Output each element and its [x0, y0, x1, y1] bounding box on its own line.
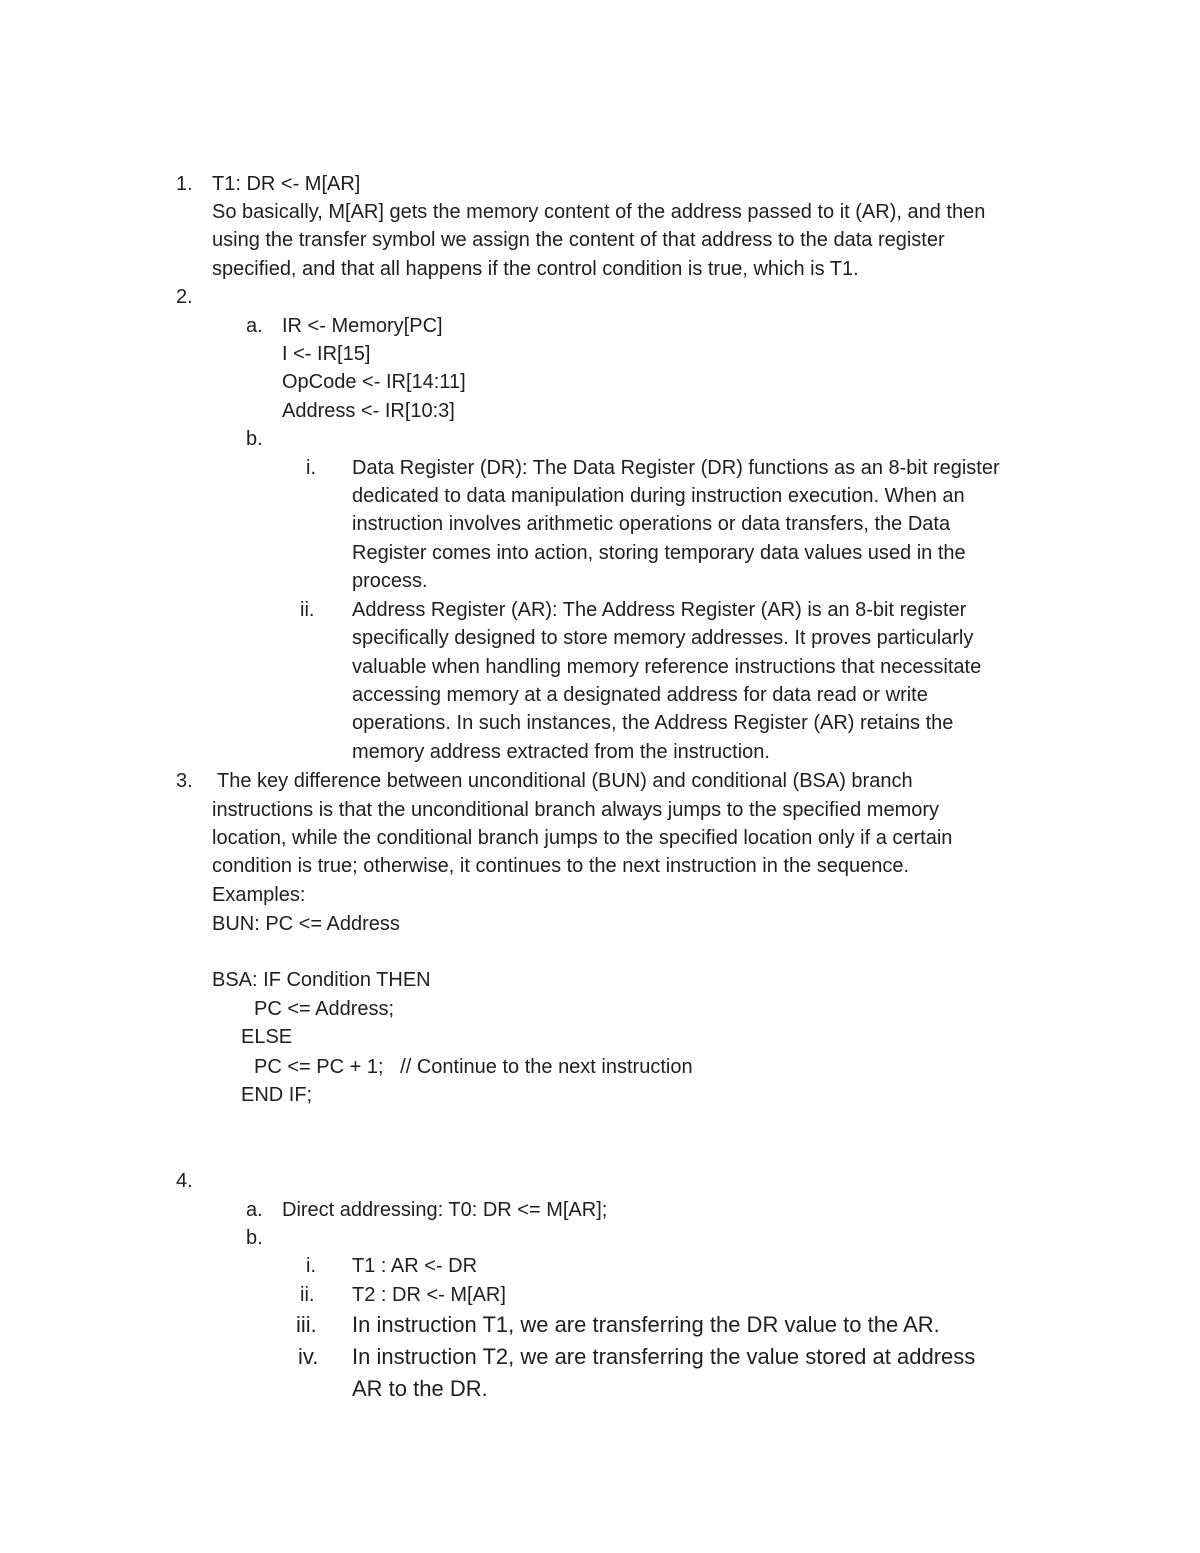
q4a-text: Direct addressing: T0: DR <= M[AR];: [282, 1199, 608, 1221]
q2b-i-line: dedicated to data manipulation during instruction execution. When an: [352, 485, 965, 507]
q4b-item-marker: iv.: [298, 1344, 319, 1369]
q3-code-line: PC <= Address;: [254, 998, 395, 1020]
q4-marker: 4.: [176, 1170, 193, 1192]
q4b-item-marker: i.: [306, 1255, 316, 1277]
q1-heading: T1: DR <- M[AR]: [212, 173, 361, 195]
q3-code-line: END IF;: [241, 1084, 313, 1106]
q2b-ii-marker: ii.: [300, 599, 315, 621]
q3-marker: 3.: [176, 770, 193, 792]
q2b-i-line: instruction involves arithmetic operations or data transfers, the Data: [352, 513, 951, 535]
q3-line: condition is true; otherwise, it continues to the next instruction in the sequence.: [212, 855, 910, 877]
q2-marker: 2.: [176, 286, 193, 308]
q2a-line: IR <- Memory[PC]: [282, 315, 443, 337]
q3-code-line: ELSE: [241, 1026, 293, 1048]
q3-examples-label: Examples:: [212, 884, 306, 906]
q3-line: instructions is that the unconditional branch always jumps to the specified memory: [212, 799, 940, 821]
q4b-item-text: T1 : AR <- DR: [352, 1255, 478, 1277]
q1-answer-line: specified, and that all happens if the control condition is true, which is T1.: [212, 258, 859, 280]
q3-line: The key difference between unconditional (BUN) and conditional (BSA) branch: [217, 770, 913, 792]
q2b-ii-line: valuable when handling memory reference instructions that necessitate: [352, 656, 982, 678]
q4b-item-text: T2 : DR <- M[AR]: [352, 1284, 506, 1306]
q2b-ii-line: memory address extracted from the instruction.: [352, 741, 770, 763]
q2b-ii-line: accessing memory at a designated address for data read or write: [352, 684, 928, 706]
q3-code-line: PC <= PC + 1; // Continue to the next instruction: [254, 1056, 693, 1078]
q2b-i-marker: i.: [306, 457, 316, 479]
q1-answer-line: So basically, M[AR] gets the memory content of the address passed to it (AR), and then: [212, 201, 986, 223]
q3-line: location, while the conditional branch jumps to the specified location only if a certain: [212, 827, 953, 849]
q2b-ii-line: Address Register (AR): The Address Register (AR) is an 8-bit register: [352, 599, 967, 621]
q2b-i-line: process.: [352, 570, 428, 592]
q2b-i-line: Register comes into action, storing temporary data values used in the: [352, 542, 966, 564]
q3-bun-example: BUN: PC <= Address: [212, 913, 400, 935]
q2b-ii-line: specifically designed to store memory addresses. It proves particularly: [352, 627, 974, 649]
q4b-item-text-continued: AR to the DR.: [352, 1376, 488, 1401]
q4b-item-marker: iii.: [296, 1312, 317, 1337]
q1-marker: 1.: [176, 173, 193, 195]
q4b-marker: b.: [246, 1227, 263, 1249]
q2b-ii-line: operations. In such instances, the Address Register (AR) retains the: [352, 712, 954, 734]
q2a-line: I <- IR[15]: [282, 343, 371, 365]
q1-answer-line: using the transfer symbol we assign the content of that address to the data register: [212, 229, 945, 251]
q4b-item-marker: ii.: [300, 1284, 315, 1306]
q2a-line: OpCode <- IR[14:11]: [282, 371, 466, 393]
q2a-line: Address <- IR[10:3]: [282, 400, 455, 422]
q4b-item-text: In instruction T1, we are transferring the DR value to the AR.: [352, 1312, 940, 1337]
q2b-i-line: Data Register (DR): The Data Register (DR) functions as an 8-bit register: [352, 457, 1000, 479]
q2b-marker: b.: [246, 428, 263, 450]
q4b-item-text: In instruction T2, we are transferring the value stored at address: [352, 1344, 976, 1369]
q3-code-line: BSA: IF Condition THEN: [212, 969, 431, 991]
q2a-marker: a.: [246, 315, 263, 337]
q4a-marker: a.: [246, 1199, 263, 1221]
